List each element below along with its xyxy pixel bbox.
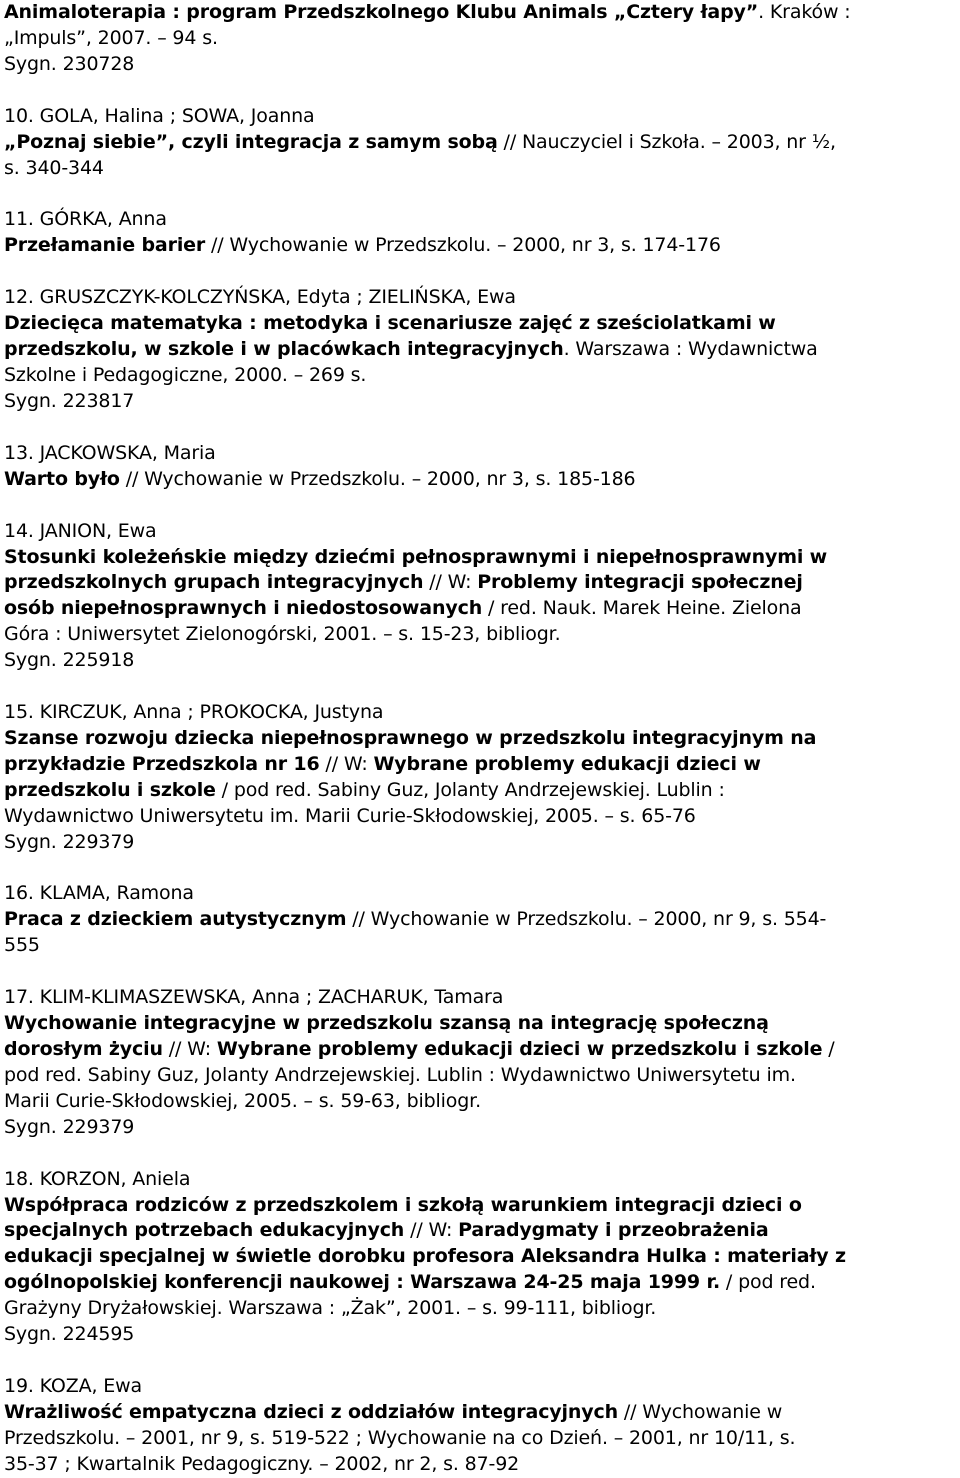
entry-line	[4, 804, 956, 830]
entry-line	[4, 1400, 956, 1426]
bibliography-entry	[4, 985, 956, 1140]
entry-text: 35-37 ; Kwartalnik Pedagogiczny. – 2002, nr 2, s. 87-92	[4, 1452, 520, 1475]
entry-text: Sygn. 223817	[4, 389, 135, 412]
bibliography-entry	[4, 519, 956, 674]
entry-text: 18. KORZON, Aniela	[4, 1167, 191, 1190]
entry-text: Przedszkolu. – 2001, nr 9, s. 519-522 ; Wychowanie na co Dzień. – 2001, nr 10/11, s.	[4, 1426, 796, 1449]
entry-text: Góra : Uniwersytet Zielonogórski, 2001. – s. 15-23, bibliogr.	[4, 623, 561, 646]
entry-separator	[4, 415, 956, 441]
entry-line	[4, 985, 956, 1011]
entry-line	[4, 389, 956, 415]
entry-line	[4, 1167, 956, 1193]
entry-title-text: osób niepełnosprawnych i niedostosowanych	[4, 597, 483, 620]
entry-line	[4, 907, 956, 933]
entry-title-text: przedszkolu i szkole	[4, 778, 216, 801]
entry-line	[4, 596, 956, 622]
entry-title-text: Wybrane problemy edukacji dzieci w przedszkolu i szkole	[216, 1038, 823, 1060]
entry-line	[4, 441, 956, 467]
entry-text: Sygn. 230728	[4, 52, 135, 75]
entry-line	[4, 545, 956, 571]
entry-title-text: Praca z dzieckiem autystycznym	[4, 908, 347, 931]
entry-separator	[4, 674, 956, 700]
entry-separator	[4, 181, 956, 207]
entry-text: Sygn. 229379	[4, 1115, 135, 1138]
entry-title-text: Problemy integracji społecznej	[477, 571, 803, 594]
entry-separator	[4, 259, 956, 285]
entry-line	[4, 130, 956, 156]
bibliography-entry	[4, 0, 956, 78]
entry-text: . Warszawa : Wydawnictwa	[563, 338, 818, 361]
entry-separator	[4, 1141, 956, 1167]
entry-title-text: Szanse rozwoju dziecka niepełnosprawnego w przedszkolu integracyjnym na	[4, 726, 817, 749]
entry-line	[4, 363, 956, 389]
entry-text: // W:	[162, 1038, 217, 1060]
entry-line	[4, 778, 956, 804]
entry-text: 12. GRUSZCZYK-KOLCZYŃSKA, Edyta ; ZIELIŃSKA, Ewa	[4, 286, 516, 309]
entry-line	[4, 1037, 956, 1063]
entry-line	[4, 285, 956, 311]
entry-text: 555	[4, 934, 40, 957]
entry-line	[4, 207, 956, 233]
entry-separator	[4, 855, 956, 881]
entry-title-text: Wychowanie integracyjne w przedszkolu szansą na integrację społeczną	[4, 1012, 769, 1035]
entry-title-text: przedszkolnych grupach integracyjnych	[4, 571, 424, 594]
entry-text: . Kraków :	[758, 1, 851, 23]
bibliography-entry	[4, 207, 956, 259]
entry-text: Grażyny Dryżałowskiej. Warszawa : „Żak”, 2001. – s. 99-111, bibliogr.	[4, 1297, 657, 1320]
entry-line	[4, 1374, 956, 1400]
entry-text: pod red. Sabiny Guz, Jolanty Andrzejewskiej. Lublin : Wydawnictwo Uniwersytetu im.	[4, 1063, 796, 1086]
entry-text: Sygn. 229379	[4, 830, 135, 853]
entry-title-text: Dziecięca matematyka : metodyka i scenariusze zajęć z sześciolatkami w	[4, 312, 776, 335]
entry-text: Szkolne i Pedagogiczne, 2000. – 269 s.	[4, 363, 367, 386]
entry-line	[4, 156, 956, 182]
entry-line	[4, 933, 956, 959]
entry-line	[4, 1063, 956, 1089]
entry-line	[4, 1322, 956, 1348]
entry-text: // Wychowanie w Przedszkolu. – 2000, nr 9, s. 554-	[346, 908, 827, 931]
entry-line	[4, 311, 956, 337]
entry-text: / pod red. Sabiny Guz, Jolanty Andrzejewskiej. Lublin :	[215, 778, 725, 801]
entry-text: // W:	[404, 1219, 459, 1242]
bibliography-entry	[4, 104, 956, 182]
entry-title-text: Współpraca rodziców z przedszkolem i szkołą warunkiem integracji dzieci o	[4, 1193, 802, 1216]
entry-line	[4, 752, 956, 778]
entry-title-text: dorosłym życiu	[4, 1038, 163, 1060]
bibliography-entry	[4, 441, 956, 493]
entry-title-text: Wybrane problemy edukacji dzieci w	[373, 752, 761, 775]
entry-text: 11. GÓRKA, Anna	[4, 208, 167, 231]
entry-line	[4, 519, 956, 545]
entry-line	[4, 1244, 956, 1270]
entry-text: 10. GOLA, Halina ; SOWA, Joanna	[4, 104, 315, 127]
bibliography-entry	[4, 1167, 956, 1348]
entry-title-text: Przełamanie barier	[4, 234, 206, 257]
entry-text: 19. KOZA, Ewa	[4, 1374, 142, 1397]
entry-text: 13. JACKOWSKA, Maria	[4, 441, 216, 464]
entry-line	[4, 1270, 956, 1296]
entry-line	[4, 648, 956, 674]
entry-title-text: przedszkolu, w szkole i w placówkach integracyjnych	[4, 338, 564, 361]
entry-title-text: ogólnopolskiej konferencji naukowej : Warszawa 24-25 maja 1999 r.	[4, 1271, 721, 1294]
entry-line	[4, 26, 956, 52]
bibliography-entry	[4, 700, 956, 855]
entry-line	[4, 1193, 956, 1219]
entry-line	[4, 1011, 956, 1037]
entry-line	[4, 233, 956, 259]
entry-line	[4, 881, 956, 907]
entry-text: // Wychowanie w	[618, 1400, 783, 1423]
entry-line	[4, 1115, 956, 1141]
entry-line	[4, 1089, 956, 1115]
entry-text: 17. KLIM-KLIMASZEWSKA, Anna ; ZACHARUK, Tamara	[4, 986, 504, 1009]
bibliography-entry	[4, 285, 956, 415]
entry-line	[4, 467, 956, 493]
entry-text: Marii Curie-Skłodowskiej, 2005. – s. 59-63, bibliogr.	[4, 1089, 481, 1112]
entry-line	[4, 700, 956, 726]
entry-text: 16. KLAMA, Ramona	[4, 882, 194, 905]
entry-text: /	[822, 1038, 835, 1060]
entry-line	[4, 622, 956, 648]
entry-title-text: przykładzie Przedszkola nr 16	[4, 752, 320, 775]
entry-line	[4, 1218, 956, 1244]
entry-text: 15. KIRCZUK, Anna ; PROKOCKA, Justyna	[4, 701, 384, 724]
entry-text: s. 340-344	[4, 156, 104, 179]
entry-text: // Wychowanie w Przedszkolu. – 2000, nr 3, s. 185-186	[119, 467, 636, 490]
entry-line	[4, 0, 956, 26]
entry-title-text: Wrażliwość empatyczna dzieci z oddziałów integracyjnych	[4, 1400, 619, 1423]
entry-title-text: specjalnych potrzebach edukacyjnych	[4, 1219, 405, 1242]
entry-text: // W:	[423, 571, 478, 594]
entry-line	[4, 52, 956, 78]
entry-title-text: Paradygmaty i przeobrażenia	[458, 1219, 769, 1242]
entry-title-text: edukacji specjalnej w świetle dorobku profesora Aleksandra Hulka : materiały z	[4, 1245, 846, 1268]
entry-separator	[4, 78, 956, 104]
entry-line	[4, 830, 956, 856]
entry-title-text: Stosunki koleżeńskie między dziećmi pełnosprawnymi i niepełnosprawnymi w	[4, 545, 828, 568]
entry-separator	[4, 959, 956, 985]
entry-title-text: „Poznaj siebie”, czyli integracja z samym sobą	[4, 130, 498, 153]
entry-text: / red. Nauk. Marek Heine. Zielona	[482, 597, 802, 620]
entry-line	[4, 726, 956, 752]
entry-text: Sygn. 224595	[4, 1323, 135, 1346]
bibliography-entry	[4, 1374, 956, 1478]
entry-line	[4, 104, 956, 130]
entry-title-text: Animaloterapia : program Przedszkolnego Klubu Animals „Cztery łapy”	[4, 1, 759, 23]
entry-line	[4, 1296, 956, 1322]
entry-text: Sygn. 225918	[4, 649, 135, 672]
entry-line	[4, 337, 956, 363]
entry-text: „Impuls”, 2007. – 94 s.	[4, 26, 218, 49]
entry-text: // Wychowanie w Przedszkolu. – 2000, nr 3, s. 174-176	[205, 234, 721, 257]
entry-separator	[4, 493, 956, 519]
entry-text: Wydawnictwo Uniwersytetu im. Marii Curie-Skłodowskiej, 2005. – s. 65-76	[4, 804, 696, 827]
entry-text: 14. JANION, Ewa	[4, 519, 157, 542]
entry-line	[4, 1452, 956, 1478]
entry-title-text: Warto było	[4, 467, 120, 490]
entry-line	[4, 1426, 956, 1452]
entry-text: // Nauczyciel i Szkoła. – 2003, nr ½,	[497, 130, 836, 153]
entry-text: // W:	[319, 752, 374, 775]
entry-line	[4, 570, 956, 596]
entry-separator	[4, 1348, 956, 1374]
bibliography-entry	[4, 881, 956, 959]
entry-text: / pod red.	[720, 1271, 816, 1294]
